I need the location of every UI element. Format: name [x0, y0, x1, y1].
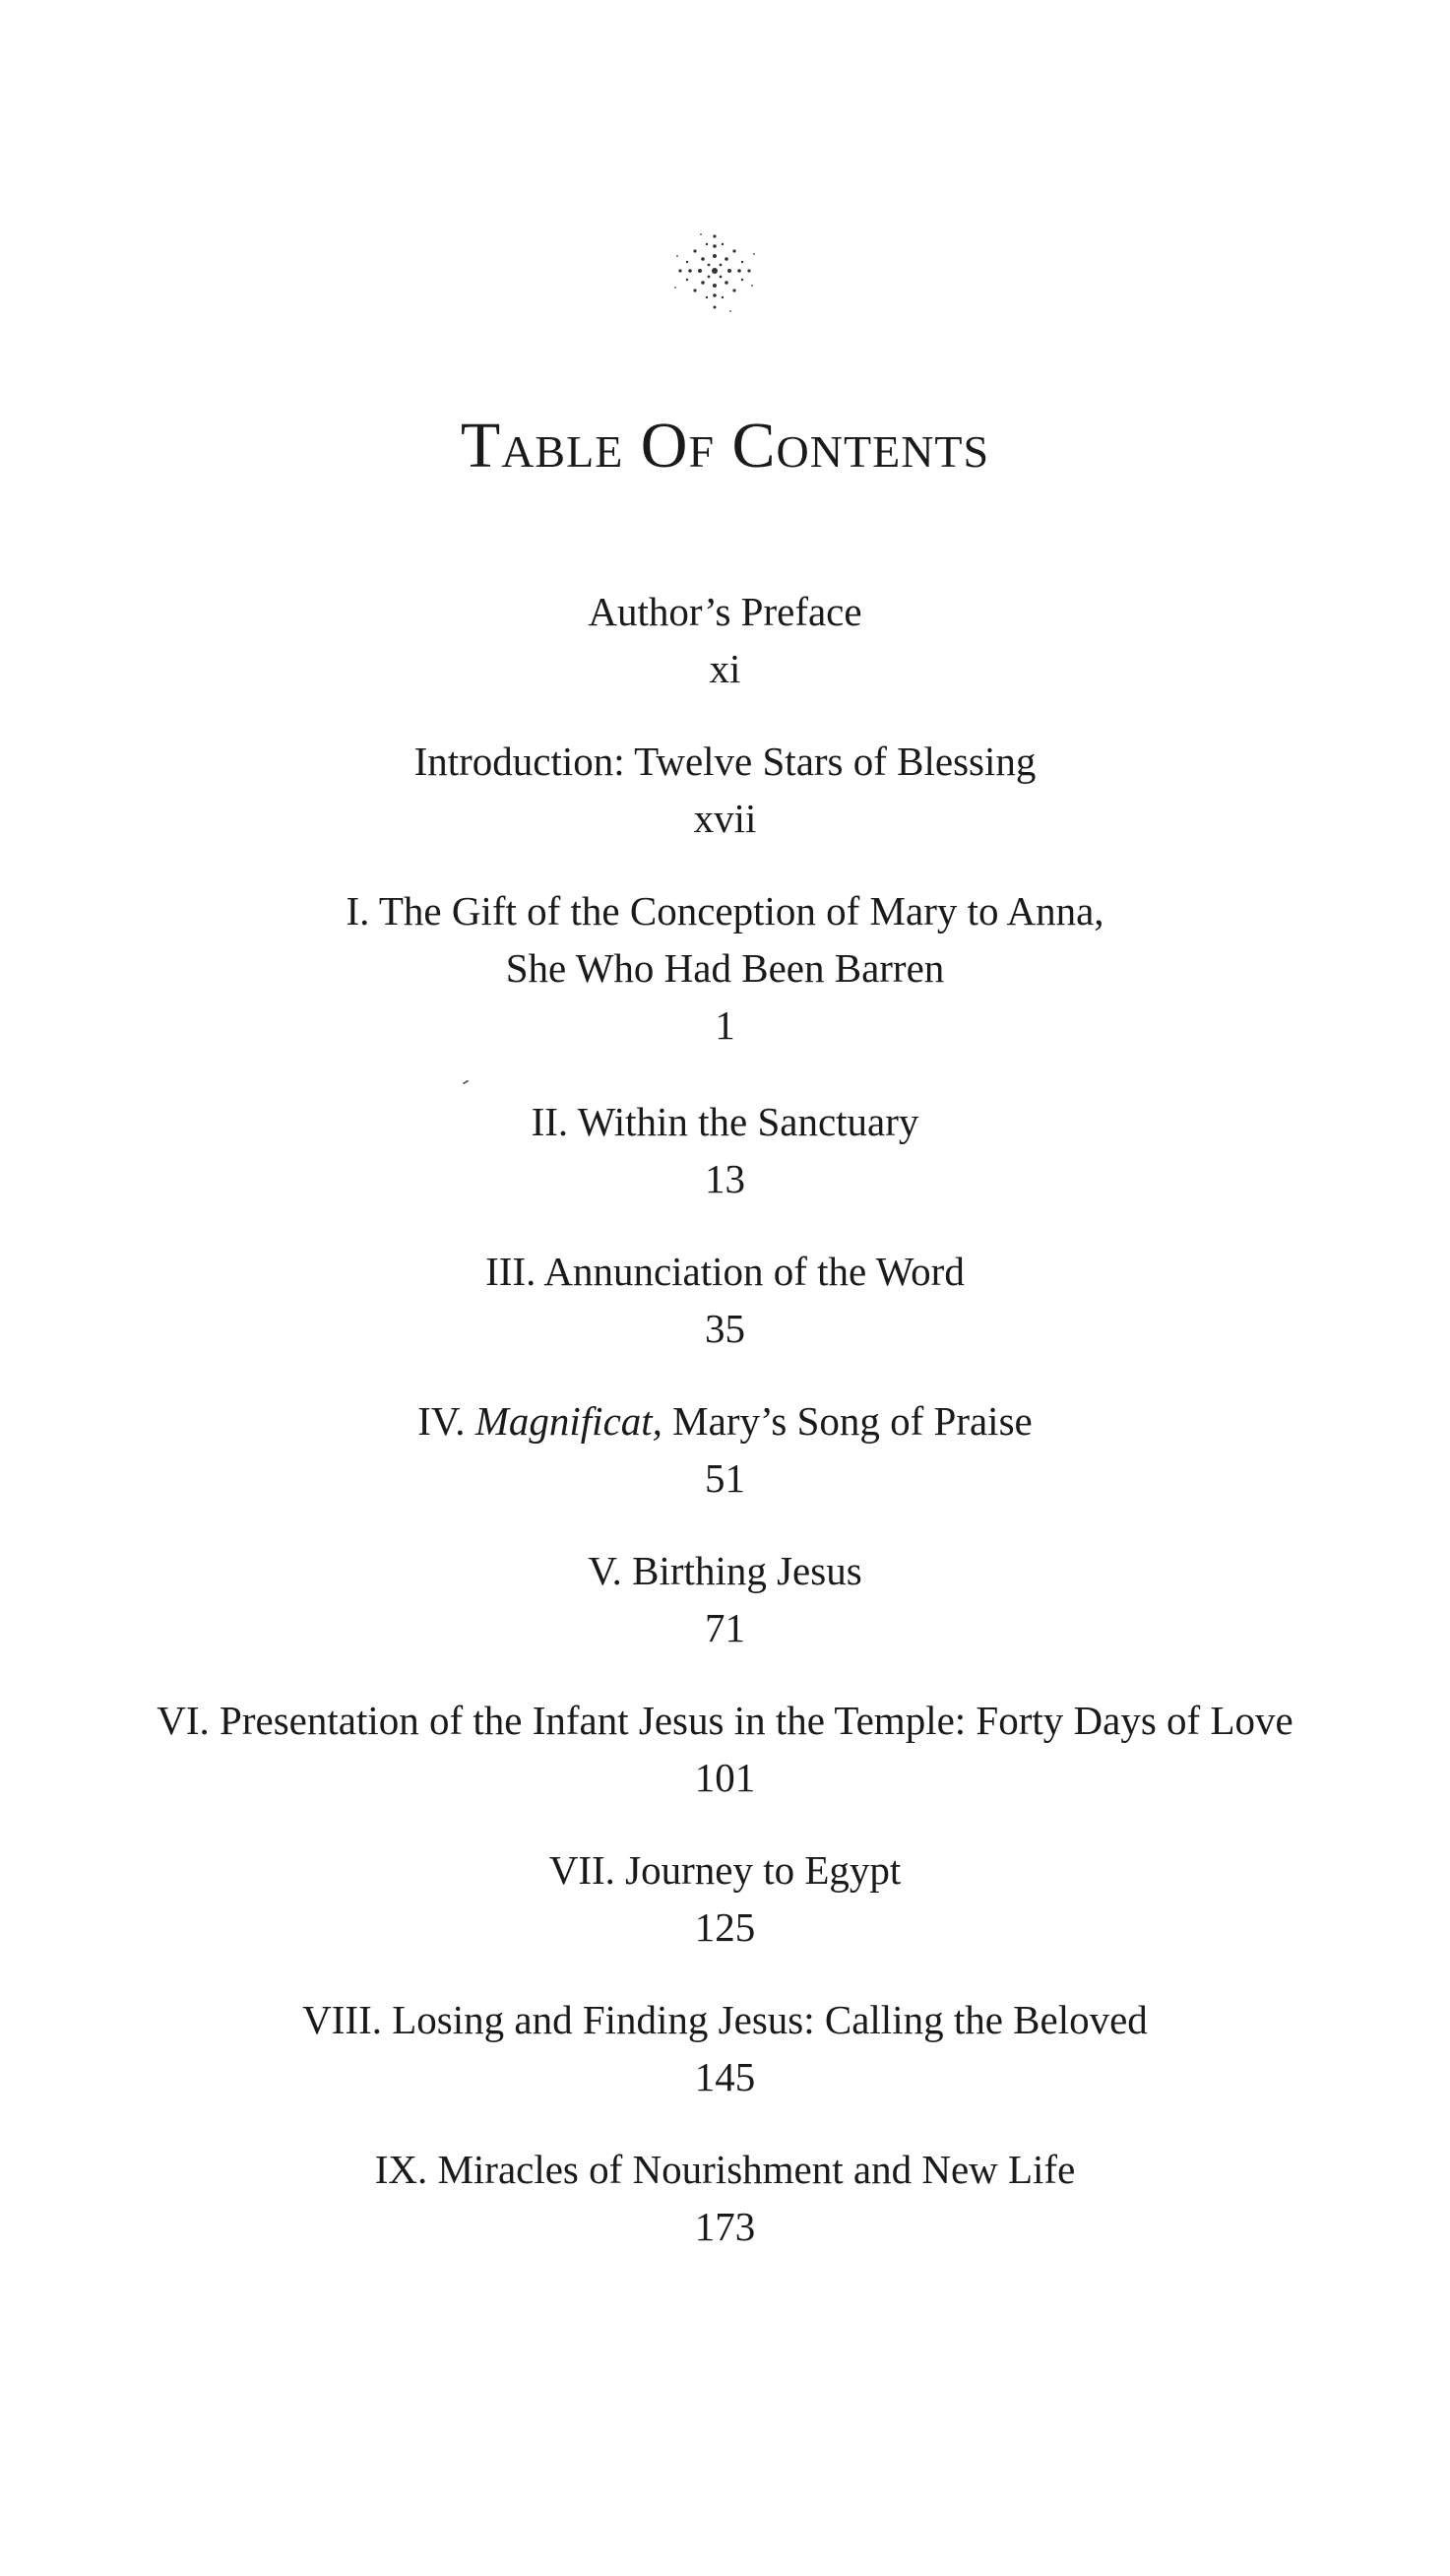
toc-entry-page: xi: [709, 646, 741, 691]
toc-entry-chapter-2[interactable]: [0, 1093, 1450, 1207]
toc-entry-page: 13: [705, 1156, 745, 1201]
toc-entry-page: 71: [705, 1605, 745, 1650]
toc-entry-chapter-1[interactable]: [0, 882, 1450, 1054]
toc-entry-title-continued: She Who Had Been Barren: [505, 945, 945, 991]
toc-entry-page: 51: [705, 1455, 745, 1501]
toc-entry-page: 173: [694, 2204, 756, 2249]
toc-entry-introduction[interactable]: [0, 733, 1450, 847]
toc-entry-title-prefix: IV.: [417, 1398, 475, 1444]
toc-entry-title: III. Annunciation of the Word: [485, 1249, 965, 1294]
toc-entry-title: I. The Gift of the Conception of Mary to Anna,: [346, 888, 1104, 934]
toc-entry-page: xvii: [693, 796, 757, 841]
toc-entry-title: V. Birthing Jesus: [588, 1548, 862, 1593]
toc-entry-page: 101: [694, 1755, 756, 1800]
toc-entry-title: VII. Journey to Egypt: [548, 1847, 902, 1893]
toc-entry-chapter-5[interactable]: [0, 1542, 1450, 1656]
toc-entry-chapter-7[interactable]: [0, 1841, 1450, 1956]
toc-entry-chapter-6[interactable]: [0, 1692, 1450, 1806]
toc-entry-chapter-4[interactable]: [0, 1392, 1450, 1507]
toc-entry-title: [0, 1392, 1450, 1449]
toc-entry-chapter-3[interactable]: [0, 1243, 1450, 1357]
stray-mark: [463, 1080, 469, 1085]
toc-entry-title: Author’s Preface: [588, 589, 862, 634]
toc-entry-title: IX. Miracles of Nourishment and New Life: [374, 2147, 1076, 2192]
toc-entry-title: VI. Presentation of the Infant Jesus in the Temple: Forty Days of Love: [157, 1698, 1293, 1743]
toc-entry-authors-preface[interactable]: [0, 583, 1450, 697]
toc-entry-page: 35: [705, 1306, 745, 1351]
toc-entry-title: Introduction: Twelve Stars of Blessing: [413, 739, 1037, 784]
toc-entry-chapter-9[interactable]: [0, 2141, 1450, 2255]
toc-entry-title-italic: Magnificat,: [474, 1398, 662, 1444]
toc-entry-title-suffix: Mary’s Song of Praise: [662, 1398, 1033, 1444]
toc-entry-title: VIII. Losing and Finding Jesus: Calling the Beloved: [302, 1997, 1148, 2042]
toc-entry-title: II. Within the Sanctuary: [531, 1099, 919, 1144]
toc-entry-page: 125: [694, 1904, 756, 1950]
toc-entry-chapter-8[interactable]: [0, 1991, 1450, 2105]
toc-entry-page: 1: [715, 1002, 735, 1048]
page-title: Table Of Contents: [460, 410, 990, 482]
toc-entry-page: 145: [694, 2054, 756, 2099]
star-burst-icon: [656, 217, 774, 325]
